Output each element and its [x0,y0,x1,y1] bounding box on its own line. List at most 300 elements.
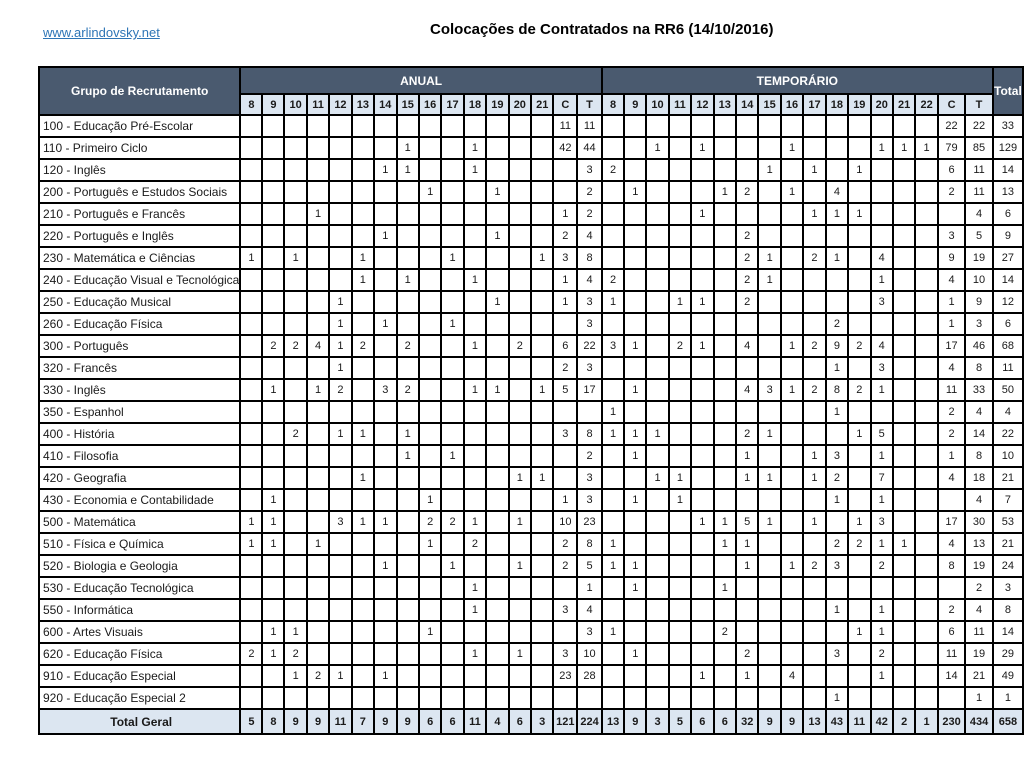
anual-cell-17 [441,687,463,709]
anual-cell-12 [329,687,351,709]
temporario-cell-20: 1 [871,489,893,511]
temporario-cell-9: 1 [624,489,646,511]
row-label-text: Total Geral [110,714,173,729]
temporario-cell-18: 8 [826,379,848,401]
anual-cell-15: 1 [397,137,419,159]
temporario-cell-17 [803,401,825,423]
anual-cell-17 [441,203,463,225]
temporario-cell-C [938,203,966,225]
anual-cell-C: 2 [553,357,577,379]
temporario-cell-17: 2 [803,379,825,401]
table-row [39,137,1023,159]
total-cell: 1 [993,687,1023,709]
anual-cell-T: 2 [577,445,602,467]
anual-col-header-13: 13 [352,94,374,115]
temporario-cell-8 [602,665,624,687]
anual-cell-T: 2 [577,181,602,203]
anual-cell-21 [531,335,553,357]
anual-cell-17 [441,291,463,313]
anual-cell-18 [464,467,486,489]
temporario-cell-12: 1 [691,335,713,357]
anual-cell-20 [509,225,531,247]
temporario-cell-T: 33 [965,379,993,401]
anual-cell-17: 1 [441,555,463,577]
anual-cell-T: 44 [577,137,602,159]
temporario-cell-8: 1 [602,423,624,445]
anual-cell-20 [509,687,531,709]
total-row [39,709,1023,734]
temporario-cell-12 [691,269,713,291]
anual-cell-13 [352,379,374,401]
temporario-cell-12: 1 [691,291,713,313]
temporario-cell-C: 14 [938,665,966,687]
anual-cell-21 [531,577,553,599]
temporario-cell-15 [758,401,780,423]
anual-cell-19 [486,203,508,225]
anual-col-header-10: 10 [284,94,306,115]
anual-cell-20: 1 [509,555,531,577]
total-cell: 11 [993,357,1023,379]
anual-cell-19 [486,687,508,709]
anual-cell-14 [374,687,396,709]
temporario-cell-10 [646,203,668,225]
total-cell: 22 [993,423,1023,445]
temporario-cell-14: 1 [736,467,758,489]
anual-cell-T: 3 [577,291,602,313]
temporario-cell-15 [758,291,780,313]
temporario-cell-22 [915,467,937,489]
anual-cell-13 [352,555,374,577]
temporario-cell-21 [893,335,915,357]
temporario-cell-21 [893,115,915,137]
temporario-cell-15 [758,313,780,335]
anual-cell-11 [307,489,329,511]
temporario-cell-T: 19 [965,247,993,269]
anual-cell-12 [329,621,351,643]
temporario-cell-8 [602,577,624,599]
anual-cell-21 [531,401,553,423]
anual-col-header-11: 11 [307,94,329,115]
temporario-cell-C: 2 [938,599,966,621]
temporario-cell-10: 3 [646,709,668,734]
temporario-cell-14 [736,621,758,643]
temporario-cell-21 [893,621,915,643]
temporario-cell-13 [714,159,736,181]
temporario-cell-20 [871,313,893,335]
anual-cell-8 [240,225,262,247]
anual-cell-11 [307,247,329,269]
anual-cell-13 [352,577,374,599]
temporario-cell-15: 1 [758,159,780,181]
anual-cell-10 [284,445,306,467]
temporario-cell-15: 1 [758,511,780,533]
total-cell: 27 [993,247,1023,269]
temporario-cell-9 [624,357,646,379]
temporario-cell-16: 1 [781,379,803,401]
anual-cell-11 [307,599,329,621]
row-label [39,709,240,734]
temporario-cell-21 [893,467,915,489]
anual-cell-10 [284,159,306,181]
temporario-cell-C: 17 [938,335,966,357]
row-label [39,379,240,401]
anual-cell-21 [531,291,553,313]
temporario-cell-17 [803,137,825,159]
site-link[interactable]: www.arlindovsky.net [43,25,160,40]
temporario-cell-15 [758,687,780,709]
anual-cell-T: 11 [577,115,602,137]
temporario-cell-T: 4 [965,489,993,511]
anual-cell-19: 1 [486,291,508,313]
anual-cell-13 [352,533,374,555]
table-row [39,511,1023,533]
temporario-cell-19: 1 [848,203,870,225]
anual-col-header-8: 8 [240,94,262,115]
temporario-cell-13 [714,115,736,137]
anual-cell-16 [419,401,441,423]
temporario-cell-22: 1 [915,709,937,734]
anual-cell-20 [509,181,531,203]
temporario-cell-22 [915,401,937,423]
anual-cell-20 [509,247,531,269]
temporario-cell-18: 2 [826,533,848,555]
anual-cell-T: 8 [577,423,602,445]
temporario-cell-8: 2 [602,269,624,291]
temporario-cell-20: 4 [871,335,893,357]
temporario-cell-T: 19 [965,555,993,577]
anual-cell-12 [329,643,351,665]
temporario-cell-14 [736,203,758,225]
anual-cell-21 [531,687,553,709]
temporario-cell-22 [915,159,937,181]
temporario-cell-C: 79 [938,137,966,159]
anual-cell-20 [509,533,531,555]
anual-cell-11 [307,687,329,709]
row-label [39,445,240,467]
anual-cell-17: 2 [441,511,463,533]
temporario-cell-20: 7 [871,467,893,489]
temporario-cell-13 [714,401,736,423]
anual-cell-19 [486,555,508,577]
anual-cell-12: 1 [329,423,351,445]
total-cell: 7 [993,489,1023,511]
anual-cell-21 [531,555,553,577]
anual-cell-17: 1 [441,313,463,335]
anual-cell-10 [284,577,306,599]
total-cell: 14 [993,269,1023,291]
anual-cell-9: 1 [262,533,284,555]
anual-cell-20 [509,269,531,291]
anual-cell-9 [262,115,284,137]
temporario-cell-17: 2 [803,335,825,357]
temporario-cell-12 [691,357,713,379]
temporario-cell-15 [758,489,780,511]
temporario-cell-8 [602,247,624,269]
temporario-cell-11 [669,203,691,225]
page-title: Colocações de Contratados na RR6 (14/10/2016) [430,21,774,38]
temporario-cell-15 [758,181,780,203]
anual-cell-11 [307,115,329,137]
anual-cell-19 [486,467,508,489]
temporario-col-header-13: 13 [714,94,736,115]
anual-cell-11 [307,423,329,445]
temporario-cell-20: 42 [871,709,893,734]
temporario-cell-8: 1 [602,555,624,577]
temporario-cell-14 [736,401,758,423]
row-label [39,335,240,357]
temporario-cell-18 [826,665,848,687]
anual-cell-21: 1 [531,247,553,269]
anual-cell-20 [509,599,531,621]
temporario-cell-22 [915,379,937,401]
temporario-cell-9: 1 [624,577,646,599]
anual-cell-16 [419,665,441,687]
anual-cell-18 [464,555,486,577]
temporario-cell-16 [781,599,803,621]
anual-cell-11 [307,621,329,643]
temporario-cell-21 [893,313,915,335]
table-row [39,643,1023,665]
temporario-cell-12 [691,379,713,401]
temporario-cell-9 [624,599,646,621]
temporario-cell-13 [714,665,736,687]
anual-cell-13: 2 [352,335,374,357]
anual-cell-11: 1 [307,533,329,555]
temporario-cell-21 [893,357,915,379]
temporario-cell-22 [915,335,937,357]
anual-cell-18: 1 [464,335,486,357]
row-label-text: 500 - Matemática [43,515,136,529]
temporario-cell-20: 1 [871,665,893,687]
temporario-cell-18: 1 [826,401,848,423]
temporario-cell-16 [781,621,803,643]
anual-cell-12 [329,401,351,423]
temporario-cell-11 [669,313,691,335]
temporario-cell-19 [848,467,870,489]
table-row [39,203,1023,225]
anual-cell-14 [374,423,396,445]
table-row [39,159,1023,181]
anual-cell-17 [441,533,463,555]
temporario-cell-15 [758,203,780,225]
anual-col-header-20: 20 [509,94,531,115]
temporario-cell-8 [602,203,624,225]
anual-cell-14 [374,181,396,203]
temporario-cell-20: 3 [871,291,893,313]
temporario-cell-9 [624,291,646,313]
temporario-cell-13 [714,313,736,335]
temporario-cell-19 [848,269,870,291]
temporario-cell-T: 1 [965,687,993,709]
anual-cell-13 [352,137,374,159]
temporario-cell-22 [915,621,937,643]
anual-cell-19: 4 [486,709,508,734]
anual-cell-17 [441,225,463,247]
temporario-cell-17: 1 [803,159,825,181]
anual-cell-18 [464,445,486,467]
temporario-cell-16 [781,489,803,511]
row-label-text: 550 - Informática [43,603,134,617]
anual-cell-21: 1 [531,379,553,401]
temporario-cell-19: 2 [848,533,870,555]
anual-cell-15 [397,599,419,621]
anual-cell-C: 1 [553,489,577,511]
temporario-cell-18: 9 [826,335,848,357]
table-row [39,621,1023,643]
anual-cell-8 [240,687,262,709]
anual-cell-12 [329,247,351,269]
total-cell: 658 [993,709,1023,734]
row-label [39,423,240,445]
anual-cell-12 [329,467,351,489]
anual-cell-8 [240,555,262,577]
temporario-cell-18 [826,291,848,313]
anual-cell-C: 23 [553,665,577,687]
anual-cell-21 [531,357,553,379]
total-cell: 33 [993,115,1023,137]
temporario-cell-T: 3 [965,313,993,335]
anual-cell-9: 8 [262,709,284,734]
anual-cell-15 [397,489,419,511]
temporario-cell-8 [602,379,624,401]
temporario-cell-T: 4 [965,203,993,225]
row-label [39,291,240,313]
placements-table [38,66,1024,735]
temporario-cell-10 [646,665,668,687]
temporario-cell-11: 1 [669,467,691,489]
anual-cell-12 [329,555,351,577]
anual-cell-13: 1 [352,511,374,533]
anual-cell-11 [307,467,329,489]
anual-cell-8: 1 [240,511,262,533]
anual-cell-14 [374,247,396,269]
temporario-cell-17 [803,357,825,379]
anual-cell-13 [352,357,374,379]
anual-cell-10: 2 [284,335,306,357]
row-label [39,555,240,577]
anual-cell-16: 2 [419,511,441,533]
anual-cell-18 [464,357,486,379]
anual-cell-8 [240,379,262,401]
anual-cell-10: 2 [284,423,306,445]
temporario-cell-15 [758,445,780,467]
row-label [39,313,240,335]
temporario-cell-16 [781,643,803,665]
temporario-cell-14: 2 [736,423,758,445]
anual-cell-15 [397,665,419,687]
temporario-cell-22 [915,511,937,533]
anual-cell-14 [374,357,396,379]
temporario-cell-19 [848,137,870,159]
row-label [39,203,240,225]
anual-cell-16 [419,335,441,357]
temporario-cell-22 [915,247,937,269]
temporario-cell-C: 11 [938,379,966,401]
temporario-cell-18 [826,137,848,159]
anual-cell-11: 4 [307,335,329,357]
temporario-cell-11 [669,687,691,709]
temporario-col-header-9: 9 [624,94,646,115]
total-cell: 14 [993,621,1023,643]
temporario-cell-13 [714,379,736,401]
anual-cell-12: 11 [329,709,351,734]
anual-cell-T: 3 [577,621,602,643]
anual-cell-15: 2 [397,335,419,357]
anual-cell-10 [284,467,306,489]
temporario-cell-T: 22 [965,115,993,137]
temporario-cell-14: 2 [736,247,758,269]
anual-cell-15 [397,401,419,423]
anual-cell-17 [441,467,463,489]
temporario-cell-8 [602,115,624,137]
anual-cell-20 [509,577,531,599]
anual-cell-13: 7 [352,709,374,734]
temporario-cell-21 [893,599,915,621]
anual-cell-19 [486,577,508,599]
anual-cell-C: 1 [553,269,577,291]
temporario-cell-12 [691,247,713,269]
temporario-cell-22 [915,533,937,555]
temporario-cell-8 [602,137,624,159]
anual-cell-8 [240,489,262,511]
temporario-cell-22 [915,203,937,225]
temporario-cell-11 [669,357,691,379]
anual-cell-21 [531,621,553,643]
temporario-cell-8: 2 [602,159,624,181]
row-label [39,599,240,621]
temporario-cell-11 [669,577,691,599]
anual-cell-19 [486,423,508,445]
temporario-cell-18 [826,159,848,181]
anual-cell-12: 3 [329,511,351,533]
anual-cell-17 [441,269,463,291]
temporario-cell-T: 10 [965,269,993,291]
table-row [39,665,1023,687]
table-row [39,401,1023,423]
temporario-cell-15: 9 [758,709,780,734]
anual-cell-11 [307,643,329,665]
temporario-cell-21: 1 [893,533,915,555]
temporario-cell-20: 4 [871,247,893,269]
anual-cell-19 [486,115,508,137]
row-label-text: 530 - Educação Tecnológica [43,581,194,595]
temporario-cell-17 [803,599,825,621]
anual-cell-16 [419,467,441,489]
anual-cell-12 [329,159,351,181]
temporario-cell-9: 9 [624,709,646,734]
temporario-cell-9 [624,621,646,643]
anual-cell-17 [441,577,463,599]
anual-cell-10 [284,401,306,423]
anual-cell-18: 1 [464,379,486,401]
table-row [39,335,1023,357]
anual-cell-8: 1 [240,247,262,269]
anual-cell-17 [441,643,463,665]
anual-cell-10: 2 [284,643,306,665]
anual-cell-17 [441,489,463,511]
temporario-cell-22 [915,269,937,291]
row-label-text: 240 - Educação Visual e Tecnológica [43,273,240,287]
temporario-cell-20: 5 [871,423,893,445]
temporario-cell-13 [714,335,736,357]
anual-cell-16 [419,379,441,401]
temporario-cell-12 [691,643,713,665]
temporario-cell-14: 2 [736,643,758,665]
temporario-cell-14 [736,159,758,181]
anual-cell-11: 1 [307,203,329,225]
temporario-cell-8 [602,687,624,709]
temporario-cell-12 [691,401,713,423]
